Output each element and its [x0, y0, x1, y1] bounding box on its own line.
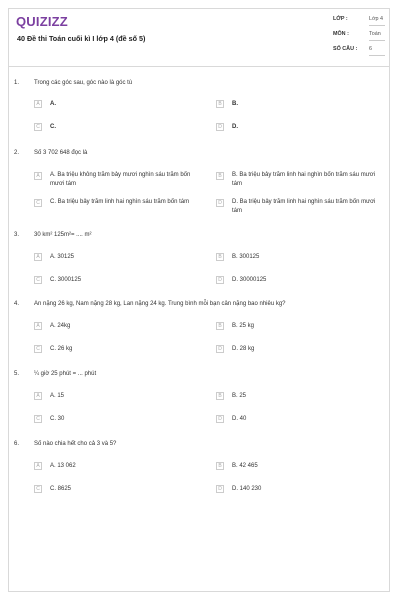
option-text: B. 25 kg — [232, 323, 255, 329]
option-text: C. 30 — [50, 416, 65, 422]
option-letter-box: D — [216, 415, 224, 423]
question-text: 30 km² 125m²= .... m² — [34, 232, 92, 238]
option-letter-box: D — [216, 123, 224, 131]
worksheet-page — [8, 8, 390, 592]
option-text: C. 8625 — [50, 486, 72, 492]
option-letter-box: A — [34, 100, 42, 108]
question-number: 3. — [14, 232, 20, 238]
meta-value: Lớp 4 — [369, 14, 385, 26]
option-letter-box: D — [216, 345, 224, 353]
option-letter-box: C — [34, 345, 42, 353]
option-text: A. Ba triệu không trăm bảy mươi nghìn sáu trăm bốn mươi tám — [50, 172, 191, 187]
option-text: C. — [50, 124, 56, 130]
question-number: 5. — [14, 371, 20, 377]
option-letter-box: B — [216, 392, 224, 400]
option-letter-box: B — [216, 462, 224, 470]
option-text: C. Ba triệu bảy trăm linh hai nghìn sáu trăm bốn tám — [50, 199, 190, 205]
option-text: A. 15 — [50, 393, 65, 399]
question-text: ¼ giờ 25 phút = ... phút — [34, 371, 97, 377]
meta-value: 6 — [369, 44, 385, 56]
quizizz-logo: QUIZIZZ — [16, 14, 68, 29]
question-text: Số 3 702 648 đọc là — [34, 150, 88, 156]
option-text: B. 42 465 — [232, 463, 258, 469]
option-letter-box: B — [216, 172, 224, 180]
question-number: 1. — [14, 80, 20, 86]
option-text: C. 3000125 — [50, 277, 82, 283]
option-letter-box: C — [34, 276, 42, 284]
meta-label: MÔN : — [333, 31, 349, 37]
option-text: D. 40 — [232, 416, 247, 422]
question-text: Số nào chia hết cho cả 3 và 5? — [34, 441, 117, 447]
option-letter-box: A — [34, 322, 42, 330]
option-letter-box: C — [34, 485, 42, 493]
option-text: D. 140 230 — [232, 486, 262, 492]
question-text: An nặng 26 kg, Nam nặng 28 kg, Lan nặng 24 kg. Trung bình mỗi bạn cân nặng bao nhiêu kg? — [34, 301, 286, 307]
option-letter-box: A — [34, 253, 42, 261]
question-text: Trong các góc sau, góc nào là góc tù — [34, 80, 133, 86]
option-text: B. Ba triệu bảy trăm linh hai nghìn bốn trăm sáu mươi tám — [232, 172, 376, 187]
meta-label: SỐ CÂU : — [333, 46, 358, 52]
option-text: D. — [232, 124, 238, 130]
option-letter-box: B — [216, 322, 224, 330]
option-text: D. 28 kg — [232, 346, 255, 352]
option-text: D. Ba triệu bảy trăm linh hai nghìn sáu trăm bốn mươi tám — [232, 199, 376, 214]
option-letter-box: A — [34, 392, 42, 400]
option-letter-box: D — [216, 485, 224, 493]
option-text: A. — [50, 101, 56, 107]
option-letter-box: D — [216, 276, 224, 284]
meta-value: Toán — [369, 29, 385, 41]
option-letter-box: C — [34, 123, 42, 131]
option-letter-box: C — [34, 415, 42, 423]
question-number: 6. — [14, 441, 20, 447]
worksheet-title: 40 Đề thi Toán cuối kì I lớp 4 (đề số 5) — [17, 34, 146, 43]
option-text: B. 300125 — [232, 254, 260, 260]
option-text: A. 30125 — [50, 254, 75, 260]
meta-row-count — [333, 44, 393, 56]
header-divider — [8, 66, 390, 67]
option-text: B. 25 — [232, 393, 247, 399]
option-text: D. 30000125 — [232, 277, 267, 283]
option-letter-box: D — [216, 199, 224, 207]
question-number: 2. — [14, 150, 20, 156]
option-text: A. 13 062 — [50, 463, 76, 469]
option-text: B. — [232, 101, 238, 107]
option-letter-box: B — [216, 253, 224, 261]
option-text: C. 26 kg — [50, 346, 73, 352]
option-letter-box: A — [34, 462, 42, 470]
option-letter-box: A — [34, 172, 42, 180]
meta-row-class — [333, 14, 393, 26]
option-text: A. 24kg — [50, 323, 71, 329]
meta-label: LỚP : — [333, 16, 348, 22]
meta-row-subject — [333, 29, 393, 41]
question-number: 4. — [14, 301, 20, 307]
option-letter-box: C — [34, 199, 42, 207]
option-letter-box: B — [216, 100, 224, 108]
